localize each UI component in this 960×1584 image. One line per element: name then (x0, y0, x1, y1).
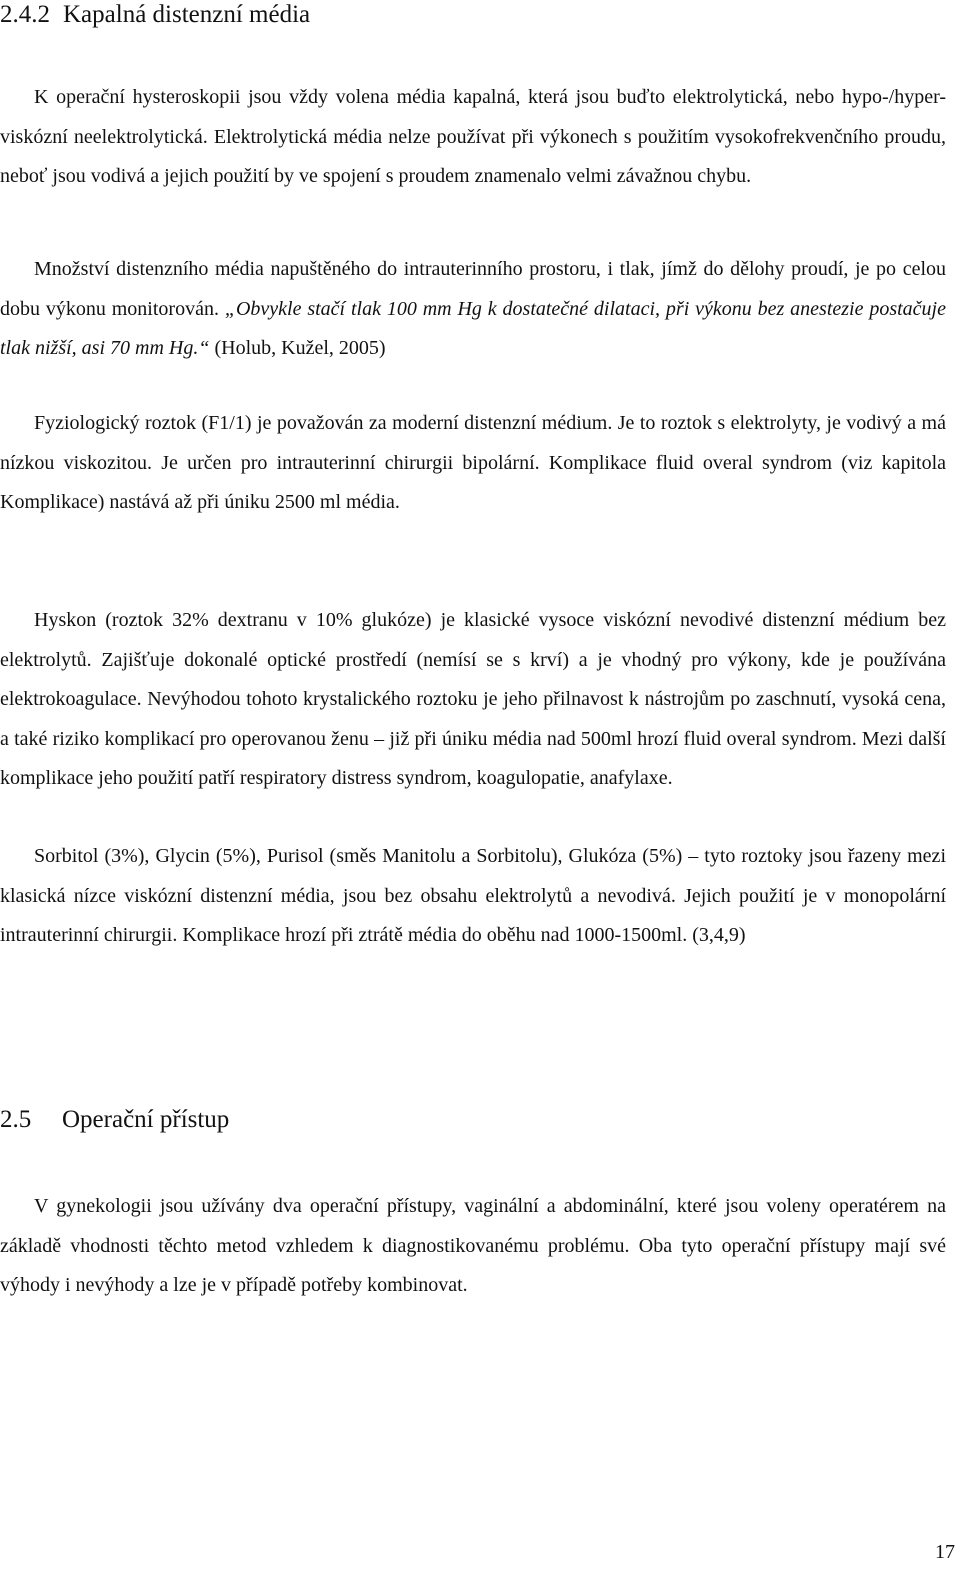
paragraph-surgical-approaches: V gynekologii jsou užívány dva operační přístupy, vaginální a abdominální, které jsou voleny operatérem na základě vhodnosti těchto metod vzhledem k diagnostikovanému problému. Oba tyto operační přístupy mají své výhody i nevýhody a lze je v případě potřeby kombinovat. (0, 1195, 946, 1296)
section-title: Kapalná distenzní média (63, 1, 311, 28)
section-heading-2-4-2 (0, 0, 310, 30)
paragraph-text: Množství distenzního média napuštěného do intrauterinního prostoru, i tlak, jímž do dělohy proudí, je po celou dobu výkonu monitorován. (0, 258, 946, 320)
section-title: Operační přístup (62, 1106, 230, 1133)
section-number: 2.4.2 (0, 1, 50, 28)
paragraph-physiological-solution: Fyziologický roztok (F1/1) je považován za moderní distenzní médium. Je to roztok s elektrolyty, je vodivý a má nízkou viskozitou. Je určen pro intrauterinní chirurgii bipolární. Komplikace fluid overal syndrom (viz kapitola Komplikace) nastává až při úniku 2500 ml média. (0, 412, 946, 513)
paragraph-hyskon: Hyskon (roztok 32% dextranu v 10% glukóze) je klasické vysoce viskózní nevodivé distenzní médium bez elektrolytů. Zajišťuje dokonalé optické prostředí (nemísí se s krví) a je vhodný pro výkony, kde je používána elektrokoagulace. Nevýhodou tohoto krystalického roztoku je jeho přilnavost k nástrojům po zaschnutí, vysoká cena, a také riziko komplikací pro operovanou ženu – již při úniku média nad 500ml hrozí fluid overal syndrom. Mezi další komplikace jeho použití patří respiratory distress syndrom, koagulopatie, anafylaxe. (0, 609, 946, 789)
section-heading-2-5 (0, 1105, 229, 1135)
paragraph-pressure-monitoring (0, 250, 946, 369)
paragraph-low-viscosity-media: Sorbitol (3%), Glycin (5%), Purisol (směs Manitolu a Sorbitolu), Glukóza (5%) – tyto roztoky jsou řazeny mezi klasická nízce viskózní distenzní média, jsou bez obsahu elektrolytů a nevodivá. Jejich použití je v monopolární intrauterinní chirurgii. Komplikace hrozí při ztrátě média do oběhu nad 1000-1500ml. (3,4,9) (0, 845, 946, 946)
quotation: „Obvykle stačí tlak 100 mm Hg k dostatečné dilataci, při výkonu bez anestezie postačuje tlak nižší, asi 70 mm Hg.“ (0, 297, 946, 359)
citation: (Holub, Kužel, 2005) (209, 337, 386, 359)
page-number: 17 (935, 1541, 955, 1563)
paragraph-electrolytic-media: K operační hysteroskopii jsou vždy volena média kapalná, která jsou buďto elektrolytická, nebo hypo-/hyper- viskózní neelektrolytická. Elektrolytická média nelze používat při výkonech s použitím vysokofrekvenčního proudu, neboť jsou vodivá a jejich použití by ve spojení s proudem znamenalo velmi závažnou chybu. (0, 86, 946, 187)
section-number: 2.5 (0, 1106, 32, 1133)
